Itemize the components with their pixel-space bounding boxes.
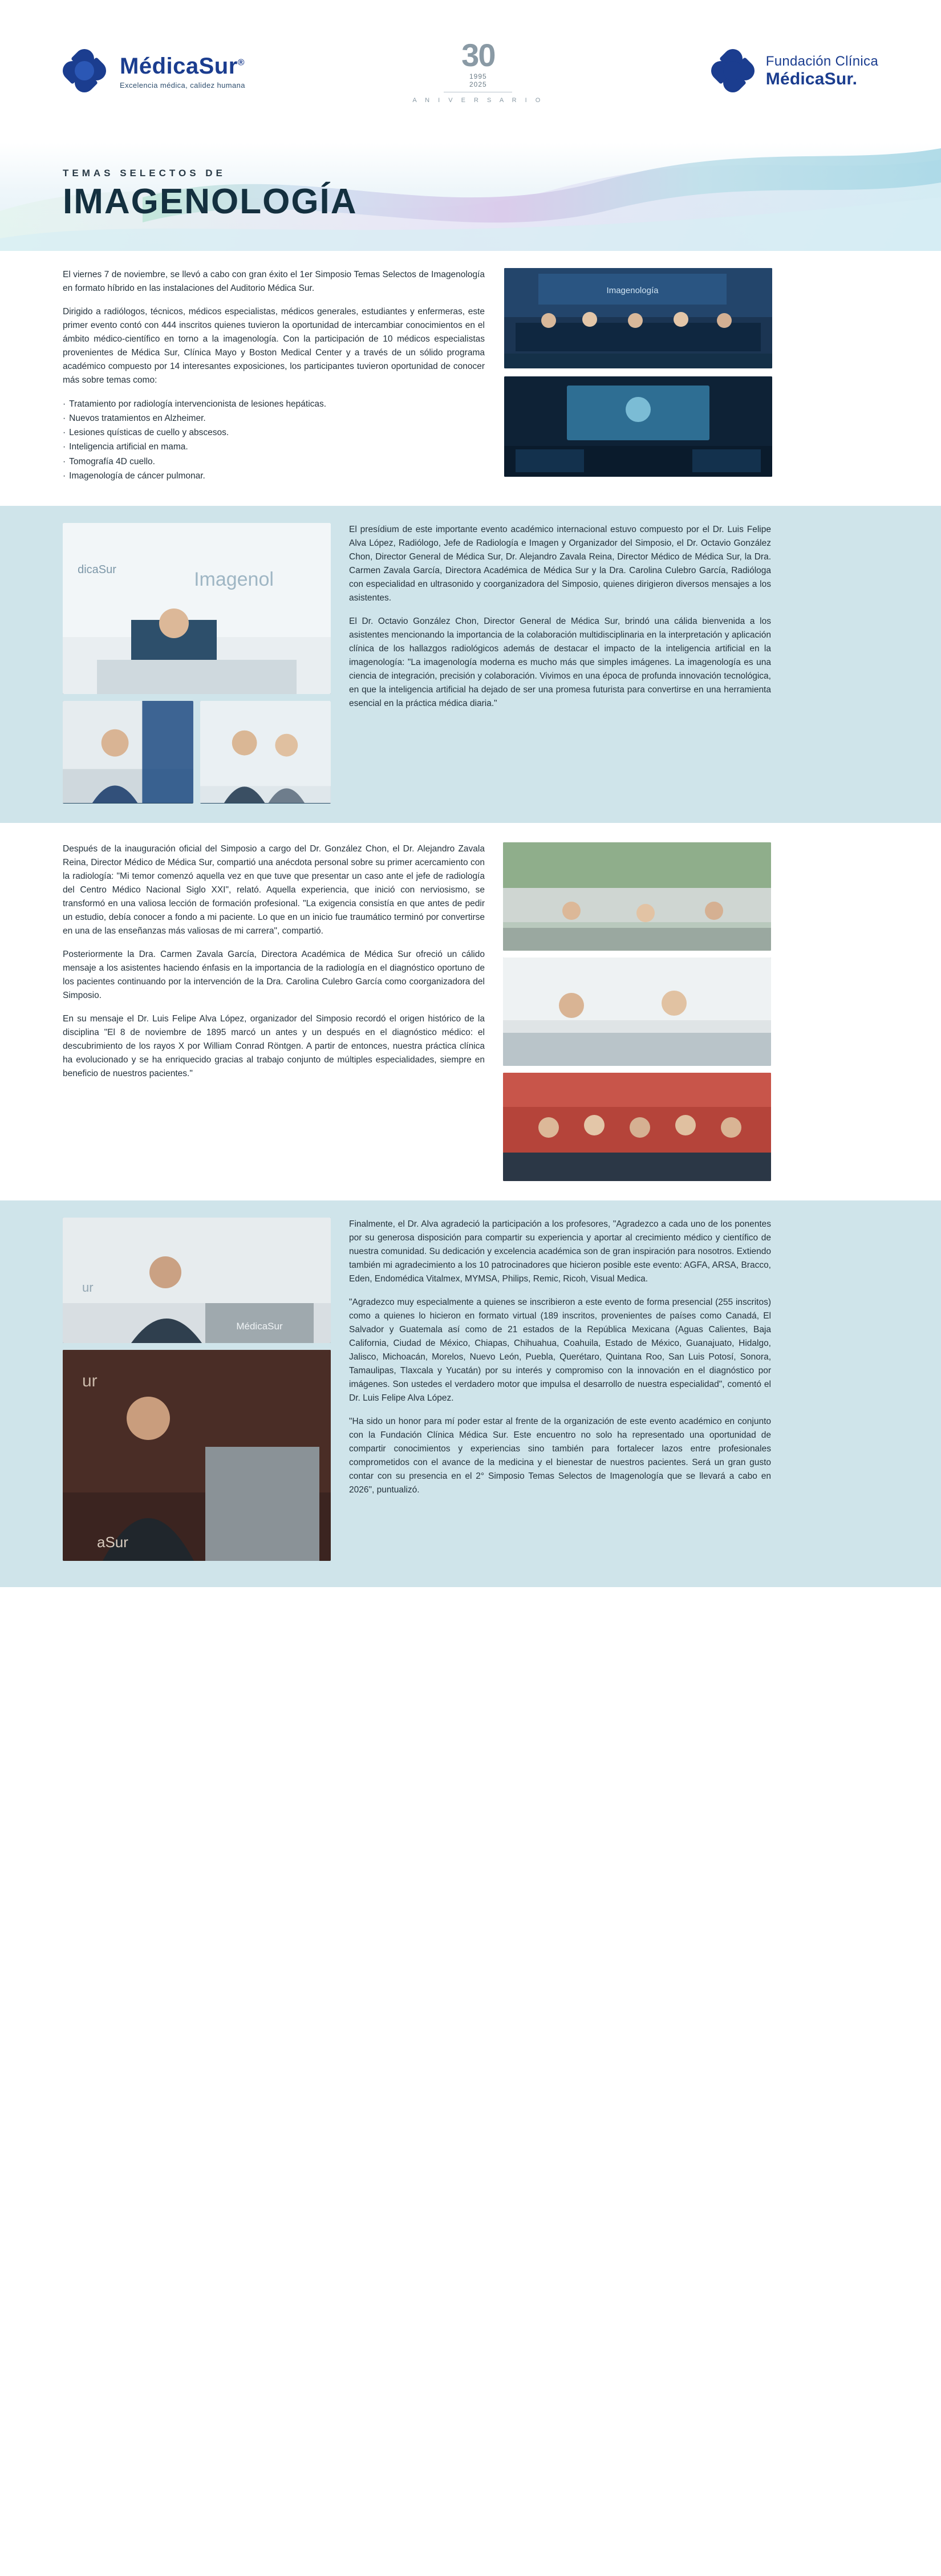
- page-header: [0, 0, 941, 143]
- photo-auditorium-stage: [504, 376, 772, 477]
- fundacion-clinica-logo: [711, 49, 878, 94]
- paragraph: El presídium de este importante evento académico internacional estuvo compuesto por el Dr. Luis Felipe Alva López, Radiólogo, Jefe de Radiología e Imagen y Organizador del Simposio, el Dr. Octavio González Chon, Director General de Médica Sur, Dr. Alejandro Zavala Reina, Director Médico de Médica Sur, la Dra. Carmen Zavala García, Directora Académica de Médica Sur y la Dra. Carolina Culebro García, Radióloga con especialidad en ultrasonido y coorganizadora del Simposio, quienes dirigieron diversos mensajes a los asistentes.: [349, 524, 771, 603]
- paragraph: Después de la inauguración oficial del Simposio a cargo del Dr. González Chon, el Dr. Alejandro Zavala Reina, Director Médico de Médica Sur, compartió una anécdota personal sobre su primer acercamiento con la radiología: "Mi temor comenzó aquella vez en que tuve que presentar un caso ante el jefe de radiología del Centro Médico Nacional Siglo XXI", relató. Aquella experiencia, que inició con nerviosismo, se transformó en una valiosa lección de formación profesional. "La exigencia consistía en que antes de pedir un estudio, debía conocer a fondo a mi paciente. Lo que en un inicio fue traumático terminó por convertirse en una de las enseñanzas más valiosas de mi carrera", compartió.: [63, 843, 485, 936]
- brand-tagline: Excelencia médica, calidez humana: [120, 80, 245, 90]
- paragraph: "Ha sido un honor para mí poder estar al frente de la organización de este evento académico en conjunto con la Fundación Clínica Médica Sur. Este encuentro no solo ha representado una oportunidad de compartir conocimientos y experiencias sino también para fortalecer lazos entre profesionales comprometidos con el avance de la medicina y el bienestar de nuestros pacientes. Será un gran gusto contar con su presencia en el 2° Simposio Temas Selectos de Imagenología que se llevará a cabo en 2026", puntualizó.: [349, 1416, 771, 1495]
- anniversary-word: A N I V E R S A R I O: [412, 96, 544, 104]
- anniversary-year-to: 2025: [469, 80, 487, 88]
- medicasur-logo: [63, 49, 245, 94]
- list-item: · Lesiones quísticas de cuello y abscesos.: [63, 425, 485, 440]
- photo-speaker-portrait: [63, 701, 193, 804]
- fundacion-flower-icon: [711, 49, 756, 94]
- brand-registered-mark: ®: [237, 58, 245, 68]
- list-item: · Imagenología de cáncer pulmonar.: [63, 469, 485, 483]
- title-banner: [0, 143, 941, 251]
- photo-speaker-podium-wide: [63, 523, 331, 694]
- page-title: IMAGENOLOGÍA: [63, 182, 358, 221]
- section-presidium-photo-row: [63, 701, 331, 804]
- photo-speaker-podium-tall: [63, 1350, 331, 1561]
- paragraph: El Dr. Octavio González Chon, Director General de Médica Sur, brindó una cálida bienvenida a los asistentes mencionando la importancia de la colaboración multidisciplinaria en la interpretación y aplicación clínica de los hallazgos radiológicos además de destacar el impacto de la inteligencia artificial en la imagenología: "La imagenología moderna es mucho más que simples imágenes. La imagenología es una ciencia de integración, precisión y colaboración. Vivimos en una época de profunda innovación tecnológica, en que la inteligencia artificial ha dejado de ser una promesa futurista para convertirse en una herramienta esencial en la práctica médica diaria.": [349, 616, 771, 708]
- anniversary-year-from: 1995: [469, 72, 487, 80]
- svg-text:aSur: aSur: [97, 1533, 128, 1551]
- photo-panel-speakers: [504, 268, 772, 368]
- list-item: · Inteligencia artificial en mama.: [63, 440, 485, 454]
- fundacion-line2: MédicaSur.: [765, 70, 858, 88]
- section-closing-text: [349, 1218, 771, 1561]
- photo-registration-desk: [503, 958, 771, 1066]
- medicasur-flower-icon: [63, 49, 107, 94]
- svg-text:Imagenol: Imagenol: [194, 568, 274, 590]
- fundacion-line1: Fundación Clínica: [765, 54, 878, 69]
- section-presidium-text: [349, 523, 771, 804]
- brand-name: MédicaSur: [120, 53, 238, 79]
- paragraph: El viernes 7 de noviembre, se llevó a cabo con gran éxito el 1er Simposio Temas Selectos de Imagenología en formato híbrido en las instalaciones del Auditorio Médica Sur.: [63, 270, 485, 294]
- photo-courtyard-attendees: [503, 842, 771, 951]
- paragraph: Dirigido a radiólogos, técnicos, médicos especialistas, médicos generales, estudiantes y enfermeras, este primer evento contó con 444 inscritos quienes tuvieron la oportunidad de intercambiar conocimientos en el ámbito médico-científico en torno a la imagenología. Con la participación de 10 médicos especialistas provenientes de Médica Sur, Clínica Mayo y Boston Medical Center y a través de un sólido programa académico compuesto por 14 interesantes exposiciones, los participantes tuvieron oportunidad de conocer más sobre temas como:: [63, 307, 485, 386]
- medicasur-wordmark: [120, 54, 245, 90]
- section-closing: [0, 1200, 941, 1587]
- section-messages-photos: [503, 842, 771, 1181]
- svg-text:MédicaSur: MédicaSur: [236, 1320, 283, 1332]
- list-item: · Tratamiento por radiología intervencionista de lesiones hepáticas.: [63, 397, 485, 411]
- svg-text:Imagenología: Imagenología: [606, 286, 659, 295]
- topics-list: [63, 397, 485, 483]
- section-intro-text: [63, 268, 485, 483]
- section-presidium-photos: [63, 523, 331, 804]
- svg-text:ur: ur: [82, 1280, 94, 1295]
- section-messages-text: [63, 842, 485, 1181]
- anniversary-number: 30: [461, 36, 495, 73]
- svg-text:ur: ur: [82, 1371, 98, 1390]
- paragraph: Posteriormente la Dra. Carmen Zavala García, Directora Académica de Médica Sur ofreció un cálido mensaje a los asistentes haciendo énfasis en la importancia de la radiología en el diagnóstico oportuno de los pacientes continuando por la intervención de la Dra. Carolina Culebro García como coorganizadora del Simposio.: [63, 949, 485, 1000]
- section-intro-photos: [504, 268, 772, 483]
- list-item: · Tomografía 4D cuello.: [63, 455, 485, 469]
- section-closing-photos: [63, 1218, 331, 1561]
- title-kicker: TEMAS SELECTOS DE: [63, 168, 226, 179]
- svg-text:dicaSur: dicaSur: [78, 563, 116, 576]
- section-intro: [0, 251, 941, 506]
- photo-two-attendees: [200, 701, 331, 804]
- photo-group-red-wall: [503, 1073, 771, 1181]
- photo-speaker-laptop-podium: [63, 1218, 331, 1343]
- list-item: · Nuevos tratamientos en Alzheimer.: [63, 411, 485, 425]
- section-messages: [0, 823, 941, 1200]
- anniversary-badge: [412, 36, 544, 104]
- paragraph: Finalmente, el Dr. Alva agradeció la participación a los profesores, "Agradezco a cada uno de los ponentes por su generosa disposición para compartir su experiencia y aportar al crecimiento médico y científico de nuestra comunidad. Su dedicación y excelencia académica son de gran inspiración para nosotros. Extiendo también mi agradecimiento a los 10 patrocinadores que hicieron posible este evento: AGFA, ARSA, Bracco, Eden, Endomédica Vitalmex, MYMSA, Philips, Remic, Ricoh, Visual Medica.: [349, 1219, 771, 1284]
- section-presidium: [0, 506, 941, 823]
- paragraph: En su mensaje el Dr. Luis Felipe Alva López, organizador del Simposio recordó el origen histórico de la disciplina "El 8 de noviembre de 1895 marcó un antes y un después en el diagnóstico médico: el descubrimiento de los rayos X por William Conrad Röntgen. A partir de entonces, nuestra práctica clínica ha evolucionado y se ha enriquecido gracias al trabajo conjunto de múltiples especialidades, siempre en beneficio de nuestros pacientes.": [63, 1013, 485, 1079]
- paragraph: "Agradezco muy especialmente a quienes se inscribieron a este evento de forma presencial (255 inscritos) como a quienes lo hicieron en formato virtual (189 inscritos, provenientes de países como Canadá, El Salvador y Guatemala así como de 21 estados de la República Mexicana (Aguas Calientes, Baja California, Ciudad de México, Chiapas, Chihuahua, Coahuila, Estado de México, Guanajuato, Hidalgo, Jalisco, Michoacán, Morelos, Nuevo León, Puebla, Querétaro, Quintana Roo, San Luis Potosí, Sonora, Tamaulipas, Tlaxcala y Yucatán) por su interés y compromiso con la innovación en el diagnóstico por imágenes. Son ustedes el verdadero motor que impulsa el desarrollo de nuestra especialidad", comentó el Dr. Luis Felipe Alva López.: [349, 1297, 771, 1403]
